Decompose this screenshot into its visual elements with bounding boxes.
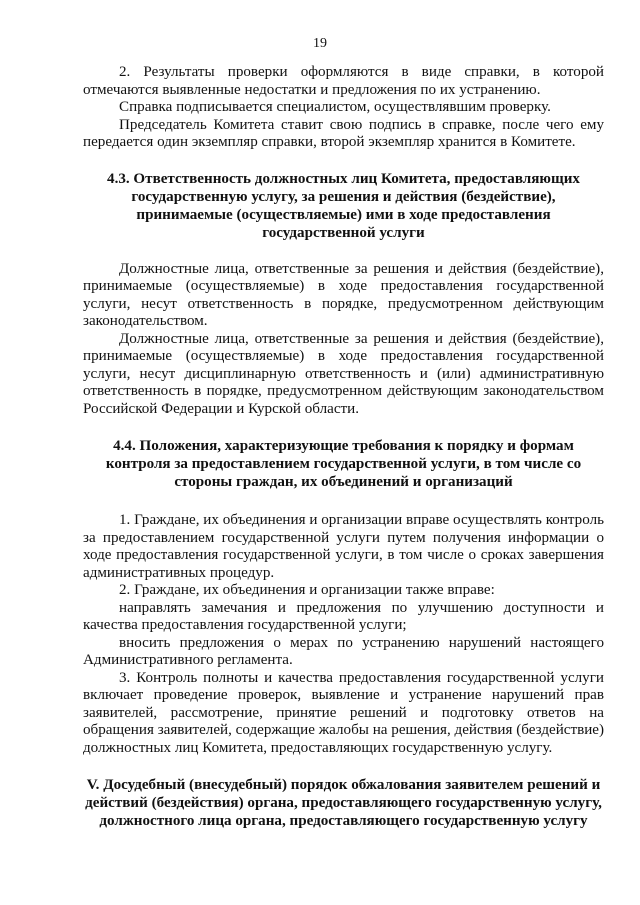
paragraph: Должностные лица, ответственные за решения и действия (бездействие), принимаемые (осуществляемые) в ходе предоставления государственной услуги, несут ответственность в порядке, предусмотренном действующим законодательством. (83, 260, 604, 329)
paragraph: 2. Граждане, их объединения и организации также вправе: (119, 582, 495, 598)
paragraph: Справка подписывается специалистом, осуществлявшим проверку. (119, 99, 551, 115)
page-number: 19 (313, 36, 327, 51)
paragraph: 1. Граждане, их объединения и организации вправе осуществлять контроль за предоставлением государственной услуги путем получения информации о ходе предоставления государственной услуги, в том числе о сроках завершения административных процедур. (83, 512, 604, 581)
paragraph: направлять замечания и предложения по улучшению доступности и качества предоставления государственной услуги; (83, 599, 604, 633)
section-heading-4-4: 4.4. Положения, характеризующие требования к порядку и формам контроля за предоставлением государственной услуги, в том числе со стороны граждан, их объединений и организаций (105, 438, 582, 490)
paragraph: Председатель Комитета ставит свою подпись в справке, после чего ему передается один экземпляр справки, второй экземпляр хранится в Комитете. (83, 116, 604, 150)
paragraph: 3. Контроль полноты и качества предоставления государственной услуги включает проведение проверок, выявление и устранение нарушений прав заявителей, рассмотрение, принятие решений и подготовку ответов на обращения заявителей, содержащие жалобы на решения, действия (бездействие) должностных лиц Комитета, предоставляющих государственную услугу. (83, 669, 604, 756)
section-heading-5: V. Досудебный (внесудебный) порядок обжалования заявителем решений и действий (бездействия) органа, предоставляющего государственную услугу, должностного лица органа, предоставляющего государственную услугу (85, 777, 602, 829)
paragraph: Должностные лица, ответственные за решения и действия (бездействие), принимаемые (осуществляемые) в ходе предоставления государственной услуги, несут дисциплинарную ответственность и (или) административную ответственность в порядке, предусмотренном действующим законодательством Российской Федерации и Курской области. (83, 330, 604, 417)
document-body (83, 64, 604, 830)
paragraph: вносить предложения о мерах по устранению нарушений настоящего Административного регламента. (83, 634, 604, 668)
section-heading-4-3: 4.3. Ответственность должностных лиц Комитета, предоставляющих государственную услугу, за решения и действия (бездействие), принимаемые (осуществляемые) ими в ходе предоставления государственной услуги (107, 170, 580, 241)
paragraph: 2. Результаты проверки оформляются в виде справки, в которой отмечаются выявленные недостатки и предложения по их устранению. (83, 64, 604, 98)
